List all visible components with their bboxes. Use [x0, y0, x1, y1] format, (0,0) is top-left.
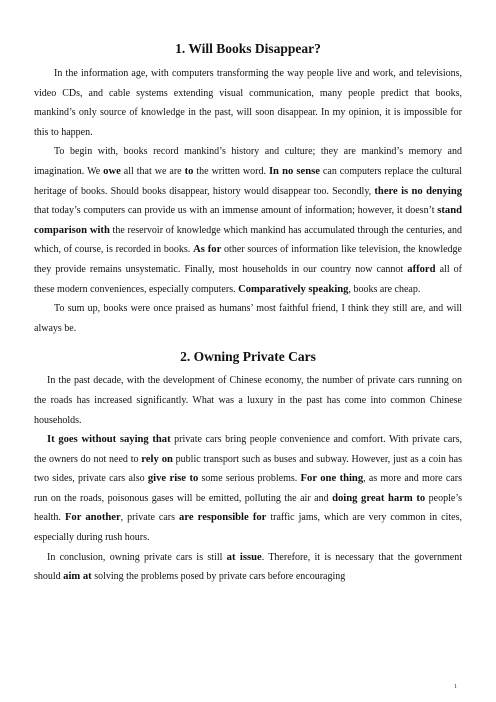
text-run: To sum up, books were once praised as humans’ most faithful friend, I think they still are, and will always be. — [34, 303, 462, 334]
text-run: can computers replace the cultural heritage of books. Should books disappear, history would disappear too. Secondly, — [34, 165, 463, 197]
text-run: , books are cheap. — [348, 283, 421, 295]
text-run: In the information age, with computers transforming the way people live and work, and televisions, video CDs, and cable systems extending visual communication, many people predict that books, mankind’s only source of knowledge in the past, will soon disappear. In my opinion, it is impossible for this to happen. — [34, 68, 462, 138]
key-phrase: owe — [103, 165, 121, 177]
text-run: traffic jams, which are very common in cites, especially during rush hours. — [34, 512, 462, 544]
section-2-body — [34, 371, 462, 587]
key-phrase: stand comparison with — [34, 205, 462, 236]
section-1-body — [34, 64, 462, 338]
key-phrase: In no sense — [268, 165, 320, 177]
text-run: all that we are — [120, 165, 185, 177]
key-phrase: As for — [193, 244, 222, 256]
key-phrase: there is no denying — [374, 185, 463, 197]
text-run: people’s health. — [34, 492, 463, 524]
text-run: all of these modern conveniences, especially computers. — [34, 263, 463, 295]
text-run: solving the problems posed by private cars before encouraging — [91, 571, 346, 583]
text-run: . Therefore, it is necessary that the government should — [34, 551, 462, 583]
key-phrase: Comparatively speaking — [238, 283, 349, 295]
text-run: In the past decade, with the development of Chinese economy, the number of private cars running on the roads has increased significantly. What was a luxury in the past has come into common Chinese households. — [34, 375, 462, 426]
key-phrase: It goes without saying that — [47, 434, 171, 446]
text-run: the written word. — [193, 165, 269, 177]
text-run: that today’s computers can provide us with an immense amount of information; however, it doesn’t — [34, 205, 438, 217]
key-phrase: For another — [64, 512, 121, 524]
key-phrase: are responsible for — [179, 512, 267, 524]
section-1-paragraph — [34, 64, 462, 142]
document-body — [34, 40, 462, 587]
key-phrase: doing great harm to — [332, 492, 426, 504]
text-run: In conclusion, owning private cars is still — [47, 551, 227, 563]
text-run: , private cars — [120, 512, 180, 524]
section-2-paragraph — [34, 371, 462, 430]
text-run: To begin with, books record mankind’s history and culture; they are mankind’s memory and imagination. We — [34, 146, 462, 177]
section-2-paragraph — [34, 430, 462, 548]
key-phrase: rely on — [141, 453, 173, 465]
key-phrase: aim at — [63, 571, 92, 583]
key-phrase: at issue — [226, 551, 262, 563]
text-run: public transport such as buses and subway. However, just as a coin has two sides, private cars also — [34, 453, 462, 485]
text-run: private cars bring people convenience and comfort. With private cars, the owners do not need to — [34, 434, 462, 465]
key-phrase: For one thing — [300, 473, 364, 485]
section-2-paragraph — [34, 548, 462, 587]
section-2-title: 2. Owning Private Cars — [180, 349, 316, 365]
text-run: the reservoir of knowledge which mankind has accumulated through the centuries, and which, of course, is recorded in books. — [34, 224, 462, 256]
text-run: , as more and more cars run on the roads, poisonous gases will be emitted, polluting the air and — [34, 473, 462, 504]
page-number: 1 — [454, 684, 457, 690]
key-phrase: afford — [407, 263, 436, 275]
key-phrase: give rise to — [147, 473, 199, 485]
key-phrase: to — [184, 165, 194, 177]
text-run: other sources of information like television, the knowledge they provide remains unsystematic. Finally, most households in our country now cannot — [34, 244, 462, 275]
section-1-paragraph — [34, 299, 462, 338]
section-1-title: 1. Will Books Disappear? — [175, 41, 321, 56]
section-1-paragraph — [34, 142, 462, 299]
text-run: some serious problems. — [198, 473, 301, 485]
